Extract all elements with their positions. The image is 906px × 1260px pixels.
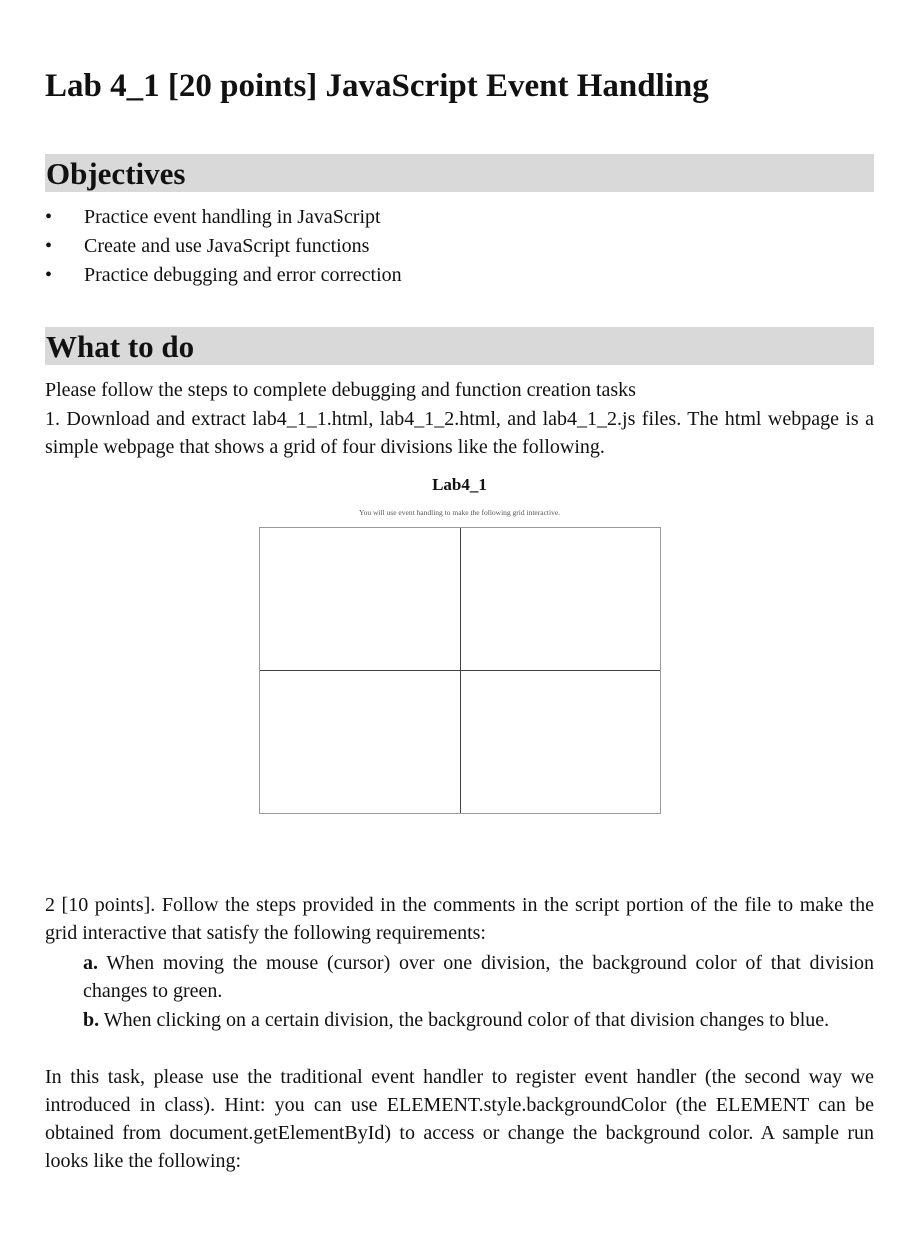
list-item — [45, 261, 402, 290]
step2-paragraph: 2 [10 points]. Follow the steps provided in the comments in the script portion of the file to make the grid interactive that satisfy the following requirements: — [45, 894, 874, 944]
grid-division-3 — [260, 671, 461, 813]
figure-title: Lab4_1 — [432, 475, 487, 494]
requirement-a — [83, 949, 874, 1005]
four-division-grid — [259, 527, 661, 814]
grid-division-1 — [260, 528, 461, 671]
bullet-icon: • — [45, 264, 53, 286]
task-note-paragraph: In this task, please use the traditional event handler to register event handler (the second way we introduced in class). Hint: you can use ELEMENT.style.backgroundColor (the ELEMENT can be obtained from document.getElementById) to access or change the background color. A sample run looks like the following: — [45, 1066, 874, 1172]
what-to-do-section-header — [45, 327, 874, 365]
what-to-do-heading: What to do — [46, 329, 195, 364]
objectives-section-header — [45, 154, 874, 192]
objective-text: Practice event handling in JavaScript — [84, 206, 381, 228]
bullet-icon: • — [45, 206, 53, 228]
list-item — [45, 232, 402, 261]
bullet-icon: • — [45, 235, 53, 257]
requirement-b — [83, 1006, 874, 1034]
step1-paragraph: 1. Download and extract lab4_1_1.html, lab4_1_2.html, and lab4_1_2.js files. The html webpage is a simple webpage that shows a grid of four divisions like the following. — [45, 408, 874, 458]
grid-division-2 — [461, 528, 660, 671]
objectives-heading: Objectives — [46, 156, 186, 191]
requirement-b-text: When clicking on a certain division, the background color of that division changes to blue. — [99, 1009, 830, 1031]
requirement-b-label: b. — [83, 1009, 100, 1031]
grid-figure — [45, 475, 874, 820]
requirement-a-text: When moving the mouse (cursor) over one division, the background color of that division changes to green. — [83, 952, 874, 1002]
objectives-list — [45, 203, 402, 290]
objective-text: Create and use JavaScript functions — [84, 235, 370, 257]
grid-division-4 — [461, 671, 660, 813]
figure-subtitle: You will use event handling to make the following grid interactive. — [358, 508, 561, 517]
objective-text: Practice debugging and error correction — [84, 264, 402, 286]
list-item — [45, 203, 402, 232]
requirement-a-label: a. — [83, 952, 98, 974]
intro-paragraph: Please follow the steps to complete debugging and function creation tasks — [45, 379, 636, 401]
page-title: Lab 4_1 [20 points] JavaScript Event Handling — [45, 68, 709, 104]
